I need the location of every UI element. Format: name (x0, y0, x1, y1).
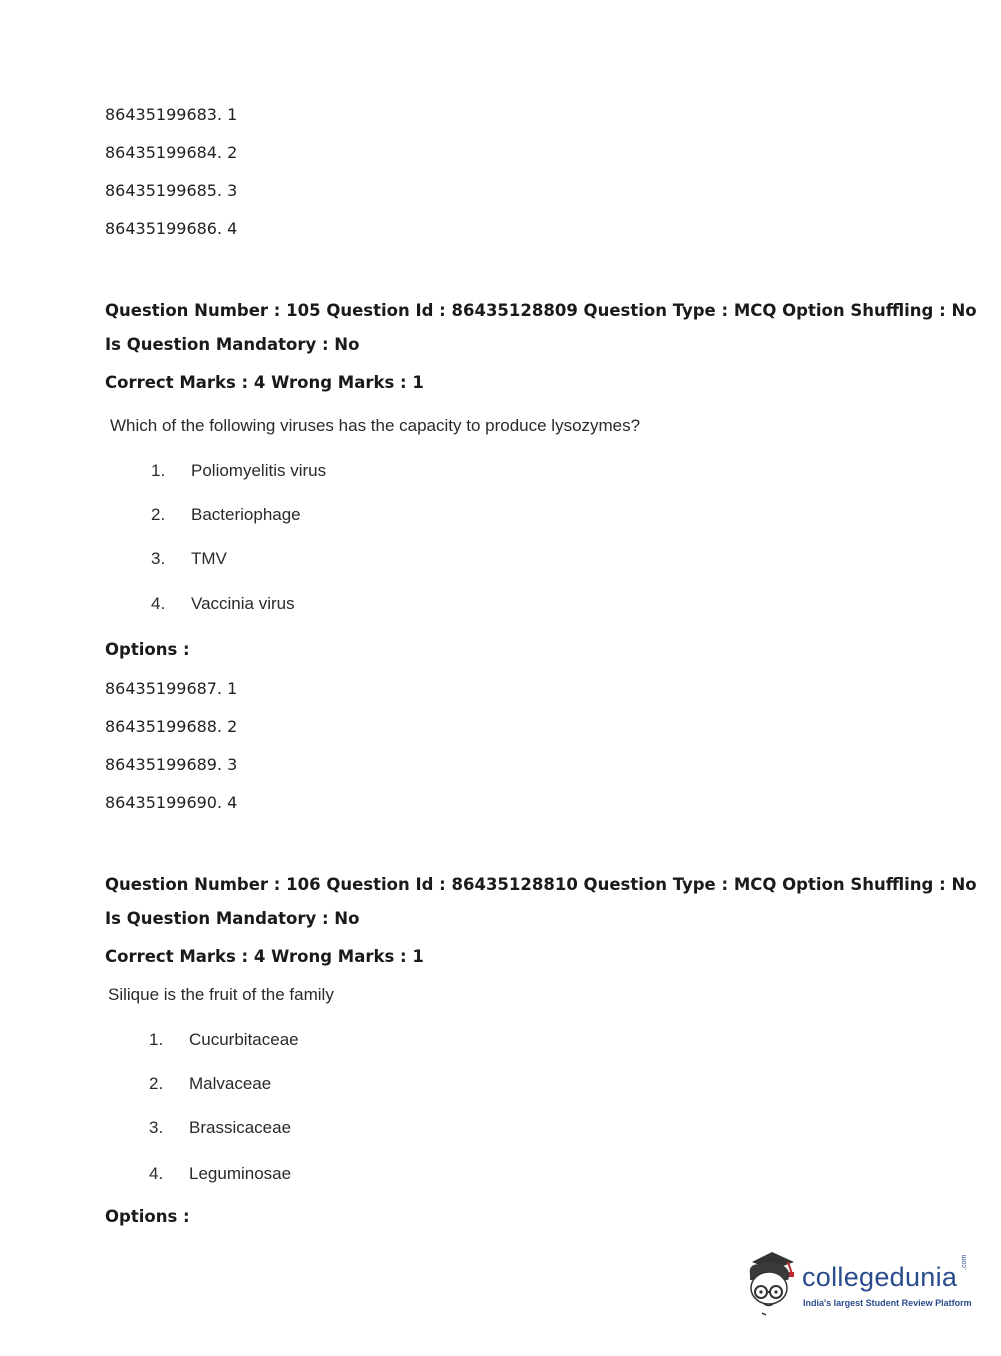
choice-3 (151, 549, 227, 569)
question-text: Silique is the fruit of the family (108, 985, 334, 1004)
option-code-2: 86435199688. 2 (105, 717, 238, 736)
choice-label: Vaccinia virus (191, 594, 295, 613)
question-mandatory: Is Question Mandatory : No (105, 335, 360, 354)
question-marks: Correct Marks : 4 Wrong Marks : 1 (105, 947, 424, 966)
collegedunia-logo (742, 1248, 972, 1318)
choice-4 (151, 594, 295, 614)
choice-label: Cucurbitaceae (189, 1030, 299, 1049)
question-mandatory: Is Question Mandatory : No (105, 909, 360, 928)
choice-number: 1. (151, 461, 166, 480)
choice-number: 4. (149, 1164, 164, 1183)
choice-label: TMV (191, 549, 227, 568)
choice-label: Malvaceae (189, 1074, 272, 1093)
choice-label: Bacteriophage (191, 505, 301, 524)
question-header: Question Number : 105 Question Id : 86435128809 Question Type : MCQ Option Shuffling : No (105, 301, 977, 320)
choice-1 (151, 461, 326, 481)
choice-label: Brassicaceae (189, 1118, 292, 1137)
choice-number: 2. (151, 505, 166, 524)
option-code-4: 86435199690. 4 (105, 793, 238, 812)
question-header: Question Number : 106 Question Id : 86435128810 Question Type : MCQ Option Shuffling : No (105, 875, 977, 894)
logo-tagline: India's largest Student Review Platform (803, 1298, 972, 1308)
choice-number: 1. (149, 1030, 164, 1049)
choice-number: 3. (149, 1118, 164, 1137)
options-label: Options : (105, 640, 190, 659)
logo-wordmark: collegedunia (802, 1262, 958, 1292)
prev-option-1: 86435199683. 1 (105, 105, 238, 124)
choice-number: 4. (151, 594, 166, 613)
question-marks: Correct Marks : 4 Wrong Marks : 1 (105, 373, 424, 392)
prev-option-2: 86435199684. 2 (105, 143, 238, 162)
choice-label: Leguminosae (189, 1164, 292, 1183)
choice-number: 2. (149, 1074, 164, 1093)
choice-4 (149, 1164, 291, 1184)
choice-2 (151, 505, 301, 525)
choice-2 (149, 1074, 271, 1094)
logo-com: .com (961, 1254, 968, 1270)
choice-1 (149, 1030, 299, 1050)
mascot-icon (742, 1248, 802, 1318)
choice-3 (149, 1118, 291, 1138)
option-code-1: 86435199687. 1 (105, 679, 238, 698)
options-label: Options : (105, 1207, 190, 1226)
question-text: Which of the following viruses has the capacity to produce lysozymes? (110, 416, 641, 435)
prev-option-3: 86435199685. 3 (105, 181, 238, 200)
choice-number: 3. (151, 549, 166, 568)
option-code-3: 86435199689. 3 (105, 755, 238, 774)
prev-option-4: 86435199686. 4 (105, 219, 238, 238)
choice-label: Poliomyelitis virus (191, 461, 327, 480)
